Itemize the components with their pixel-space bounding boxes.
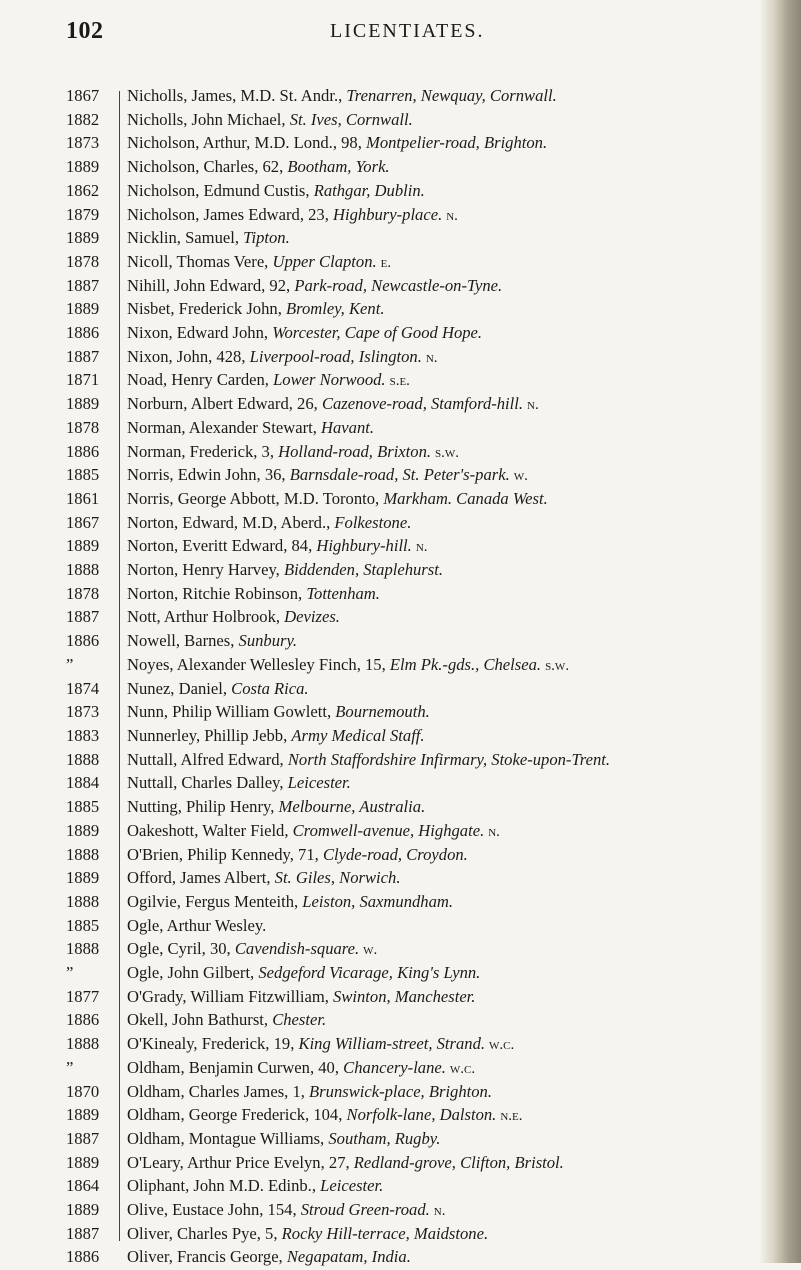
list-item: [0, 796, 780, 820]
entry-address: Barnsdale-road, St. Peter's-park.: [289, 465, 510, 485]
list-item: [0, 630, 780, 654]
list-item: [0, 678, 780, 702]
entry-text: [127, 1128, 780, 1152]
entry-address: Stroud Green-road.: [300, 1200, 430, 1220]
entry-text: [127, 796, 780, 820]
list-item: [0, 772, 780, 796]
entry-address: Costa Rica.: [231, 678, 309, 698]
entry-year: 1887: [66, 275, 100, 295]
entry-address: Brunswick-place, Brighton.: [309, 1081, 493, 1101]
list-item: [0, 701, 780, 725]
entry-address: Highbury-place.: [333, 204, 443, 224]
list-item: [0, 488, 780, 512]
entry-text: [127, 322, 780, 346]
entry-name: Oldham, Benjamin Curwen, 40,: [127, 1057, 344, 1077]
entry-name: Norris, Edwin John, 36,: [127, 465, 290, 485]
entry-address: Cavendish-square.: [234, 939, 360, 959]
list-item: [0, 535, 780, 559]
entry-text: [127, 512, 780, 536]
entry-name: Nisbet, Frederick John,: [127, 299, 286, 319]
list-item: [0, 322, 780, 346]
entry-text: [127, 441, 780, 465]
entry-year: 1885: [66, 915, 100, 935]
entry-name: Norman, Alexander Stewart,: [127, 417, 321, 437]
entry-address: Tottenham.: [306, 583, 380, 603]
entry-address: King William-street, Strand.: [298, 1034, 486, 1054]
entry-year: 1886: [66, 1010, 100, 1030]
list-item: [0, 1009, 780, 1033]
list-item: [0, 820, 780, 844]
entry-address: Norfolk-lane, Dalston.: [346, 1105, 497, 1125]
entry-text: [127, 251, 780, 275]
entry-address: Elm Pk.-gds., Chelsea.: [389, 654, 542, 674]
entry-name: Offord, James Albert,: [127, 868, 275, 888]
entry-text: [127, 1223, 780, 1247]
entry-name: Norton, Edward, M.D, Aberd.,: [127, 512, 335, 532]
entry-year: 1888: [66, 844, 100, 864]
entry-year: 1862: [66, 180, 100, 200]
entry-year: 1873: [66, 133, 100, 153]
entry-year: 1873: [66, 702, 100, 722]
entry-name: Nixon, John, 428,: [127, 346, 250, 366]
entry-name: Nicholls, John Michael,: [127, 109, 290, 129]
list-item: [0, 891, 780, 915]
entry-year: 1885: [66, 797, 100, 817]
entry-name: Norton, Everitt Edward, 84,: [127, 536, 317, 556]
entry-text: [127, 820, 780, 844]
entry-text: [127, 346, 780, 370]
list-item: [0, 1104, 780, 1128]
entry-text: [127, 630, 780, 654]
list-item: [0, 1057, 780, 1081]
entry-text: [127, 369, 780, 393]
entry-year: 1887: [66, 1128, 100, 1148]
entry-text: [127, 1175, 780, 1199]
entry-address: Chancery-lane.: [343, 1057, 446, 1077]
entry-year: ”: [66, 654, 74, 674]
entry-text: [127, 1152, 780, 1176]
entry-year: 1889: [66, 1105, 100, 1125]
entry-address: Rathgar, Dublin.: [313, 180, 425, 200]
entry-address: Highbury-hill.: [316, 536, 412, 556]
entry-text: [127, 156, 780, 180]
entry-address: Sedgeford Vicarage, King's Lynn.: [258, 963, 481, 983]
entry-address: Lower Norwood.: [273, 370, 386, 390]
entry-district: w.: [363, 942, 378, 959]
entry-name: Norburn, Albert Edward, 26,: [127, 394, 322, 414]
list-item: [0, 986, 780, 1010]
entry-name: Nott, Arthur Holbrook,: [127, 607, 285, 627]
entry-text: [127, 844, 780, 868]
entry-address: Liverpool-road, Islington.: [249, 346, 422, 366]
entry-text: [127, 891, 780, 915]
list-item: [0, 867, 780, 891]
entry-year: 1886: [66, 441, 100, 461]
entry-name: Noad, Henry Carden,: [127, 370, 274, 390]
entry-year: 1886: [66, 323, 100, 343]
entry-text: [127, 535, 780, 559]
entry-text: [127, 132, 780, 156]
list-item: [0, 132, 780, 156]
entry-address: Bournemouth.: [335, 702, 430, 722]
entry-name: O'Grady, William Fitzwilliam,: [127, 986, 334, 1006]
list-item: [0, 251, 780, 275]
entry-name: Nowell, Barnes,: [127, 631, 239, 651]
list-item: [0, 369, 780, 393]
entry-year: 1888: [66, 891, 100, 911]
entry-address: Leicester.: [320, 1176, 384, 1196]
entry-text: [127, 962, 780, 986]
entry-year: 1889: [66, 820, 100, 840]
list-item: [0, 654, 780, 678]
list-item: [0, 1199, 780, 1223]
entry-year: 1888: [66, 749, 100, 769]
entry-name: Norris, George Abbott, M.D. Toronto,: [127, 488, 384, 508]
list-item: [0, 227, 780, 251]
entry-text: [127, 275, 780, 299]
entry-text: [127, 1081, 780, 1105]
list-item: [0, 1033, 780, 1057]
list-item: [0, 1081, 780, 1105]
list-item: [0, 915, 780, 939]
entry-name: Nicholson, Charles, 62,: [127, 157, 288, 177]
entry-name: Oliver, Charles Pye, 5,: [127, 1223, 282, 1243]
entry-year: 1887: [66, 1223, 100, 1243]
entry-address: St. Ives, Cornwall.: [289, 109, 413, 129]
entry-text: [127, 701, 780, 725]
entry-text: [127, 986, 780, 1010]
entry-name: Nicholls, James, M.D. St. Andr.,: [127, 86, 347, 105]
entry-district: n.: [425, 349, 438, 366]
entry-text: [127, 559, 780, 583]
entry-year: ”: [66, 963, 74, 983]
entry-name: O'Kinealy, Frederick, 19,: [127, 1034, 299, 1054]
entry-text: [127, 204, 780, 228]
entry-year: 1889: [66, 536, 100, 556]
list-item: [0, 962, 780, 986]
entry-address: Chester.: [272, 1010, 327, 1030]
entry-district: n.: [433, 1203, 446, 1220]
entry-text: [127, 1199, 780, 1223]
list-item: [0, 512, 780, 536]
entry-year: ”: [66, 1057, 74, 1077]
entry-text: [127, 583, 780, 607]
entry-text: [127, 1009, 780, 1033]
entry-district: n.: [488, 823, 500, 840]
list-item: [0, 725, 780, 749]
entry-address: Army Medical Staff.: [291, 725, 425, 745]
entry-year: 1867: [66, 512, 100, 532]
entry-year: 1882: [66, 109, 100, 129]
entry-text: [127, 606, 780, 630]
entry-year: 1886: [66, 631, 100, 651]
entry-name: Nunn, Philip William Gowlett,: [127, 702, 336, 722]
entry-year: 1888: [66, 560, 100, 580]
entry-address: Rocky Hill-terrace, Maidstone.: [281, 1223, 489, 1243]
entry-year: 1864: [66, 1176, 100, 1196]
entry-name: Norman, Frederick, 3,: [127, 441, 279, 461]
entry-name: Ogle, John Gilbert,: [127, 963, 259, 983]
entry-year: 1878: [66, 583, 100, 603]
list-item: [0, 204, 780, 228]
entry-year: 1887: [66, 346, 100, 366]
entry-text: [127, 227, 780, 251]
entry-year: 1883: [66, 725, 100, 745]
entry-year: 1885: [66, 465, 100, 485]
entry-address: Swinton, Manchester.: [333, 986, 476, 1006]
entry-address: Bromley, Kent.: [286, 299, 385, 319]
entry-year: 1889: [66, 1200, 100, 1220]
entry-year: 1861: [66, 488, 100, 508]
entry-year: 1877: [66, 986, 100, 1006]
entry-name: Oldham, Montague Williams,: [127, 1128, 329, 1148]
entry-address: Redland-grove, Clifton, Bristol.: [353, 1152, 564, 1172]
list-item: [0, 180, 780, 204]
entry-year: 1889: [66, 394, 100, 414]
entry-address: Leiston, Saxmundham.: [302, 891, 454, 911]
entry-name: Oldham, George Frederick, 104,: [127, 1105, 347, 1125]
entry-address: Melbourne, Australia.: [278, 797, 426, 817]
entry-text: [127, 678, 780, 702]
entry-text: [127, 298, 780, 322]
entry-year: 1871: [66, 370, 100, 390]
entry-address: Bootham, York.: [287, 157, 390, 177]
entry-district: s.e.: [389, 373, 410, 390]
entry-address: Clyde-road, Croydon.: [322, 844, 468, 864]
entry-address: Montpelier-road, Brighton.: [366, 133, 548, 153]
list-item: [0, 1223, 780, 1247]
entry-address: Park-road, Newcastle-on-Tyne.: [294, 275, 503, 295]
entry-district: w.: [513, 468, 528, 485]
entry-name: Norton, Ritchie Robinson,: [127, 583, 307, 603]
entry-address: Folkestone.: [334, 512, 412, 532]
entry-address: Devizes.: [284, 607, 340, 627]
entry-year: 1878: [66, 417, 100, 437]
list-item: [0, 464, 780, 488]
entry-name: O'Leary, Arthur Price Evelyn, 27,: [127, 1152, 354, 1172]
entry-text: [127, 772, 780, 796]
entry-name: Ogle, Arthur Wesley.: [127, 915, 267, 935]
list-item: [0, 109, 780, 133]
list-item: [0, 749, 780, 773]
entry-text: [127, 654, 780, 678]
entry-name: Nicholson, Arthur, M.D. Lond., 98,: [127, 133, 367, 153]
entry-district: n.: [527, 397, 539, 414]
entry-year: 1887: [66, 607, 100, 627]
list-item: [0, 1152, 780, 1176]
entry-year: 1889: [66, 868, 100, 888]
entry-district: w.c.: [489, 1037, 515, 1054]
entry-year: 1886: [66, 1247, 100, 1267]
list-item: [0, 938, 780, 962]
entry-year: 1878: [66, 251, 100, 271]
entry-text: [127, 488, 780, 512]
entry-name: Nicklin, Samuel,: [127, 228, 244, 248]
page-number: 102: [66, 18, 104, 44]
entry-year: 1879: [66, 204, 100, 224]
entry-district: e.: [380, 254, 392, 271]
entry-year: 1884: [66, 773, 100, 793]
entry-address: Tipton.: [243, 228, 290, 248]
entry-name: Nicoll, Thomas Vere,: [127, 251, 273, 271]
entry-name: Olive, Eustace John, 154,: [127, 1200, 301, 1220]
entry-district: s.w.: [435, 444, 460, 461]
list-item: [0, 156, 780, 180]
entry-text: [127, 1104, 780, 1128]
entry-name: Nicholson, James Edward, 23,: [127, 204, 334, 224]
entry-year: 1874: [66, 678, 100, 698]
entry-year: 1889: [66, 1152, 100, 1172]
entry-address: Worcester, Cape of Good Hope.: [272, 323, 483, 343]
running-head: LICENTIATES.: [330, 20, 485, 42]
list-item: [0, 583, 780, 607]
entry-name: Ogilvie, Fergus Menteith,: [127, 891, 303, 911]
entry-year: 1888: [66, 1034, 100, 1054]
entry-name: O'Brien, Philip Kennedy, 71,: [127, 844, 323, 864]
entry-year: 1889: [66, 299, 100, 319]
entry-address: St. Giles, Norwich.: [274, 868, 401, 888]
entry-district: w.c.: [449, 1060, 476, 1077]
entry-text: [127, 1246, 780, 1270]
entry-name: Oliver, Francis George,: [127, 1247, 287, 1267]
list-item: [0, 844, 780, 868]
entry-year: 1889: [66, 157, 100, 177]
entry-text: [127, 867, 780, 891]
entry-name: Ogle, Cyril, 30,: [127, 939, 235, 959]
entry-address: Markham. Canada West.: [383, 488, 548, 508]
list-item: [0, 298, 780, 322]
entry-name: Oldham, Charles James, 1,: [127, 1081, 310, 1101]
entry-address: Southam, Rugby.: [328, 1128, 441, 1148]
list-item: [0, 1175, 780, 1199]
entry-address: Cromwell-avenue, Highgate.: [292, 820, 485, 840]
entry-name: Nunez, Daniel,: [127, 678, 232, 698]
licentiates-list: [0, 85, 780, 1270]
entry-year: 1867: [66, 86, 100, 105]
entry-address: Trenarren, Newquay, Cornwall.: [346, 86, 557, 105]
entry-text: [127, 417, 780, 441]
list-item: [0, 606, 780, 630]
list-item: [0, 346, 780, 370]
entry-year: 1888: [66, 939, 100, 959]
entry-address: Biddenden, Staplehurst.: [283, 560, 443, 580]
list-item: [0, 417, 780, 441]
entry-address: Leicester.: [287, 773, 351, 793]
entry-district: s.w.: [545, 657, 570, 674]
entry-text: [127, 464, 780, 488]
entry-district: n.: [446, 207, 458, 224]
list-item: [0, 441, 780, 465]
entry-text: [127, 393, 780, 417]
entry-district: n.e.: [500, 1108, 523, 1125]
entry-name: Nuttall, Charles Dalley,: [127, 773, 288, 793]
entry-address: Cazenove-road, Stamford-hill.: [321, 394, 524, 414]
entry-name: Nutting, Philip Henry,: [127, 797, 279, 817]
entry-name: Nihill, John Edward, 92,: [127, 275, 295, 295]
entry-name: Norton, Henry Harvey,: [127, 560, 284, 580]
entry-year: 1889: [66, 228, 100, 248]
entry-text: [127, 85, 780, 109]
entry-name: Noyes, Alexander Wellesley Finch, 15,: [127, 654, 390, 674]
entry-text: [127, 749, 780, 773]
list-item: [0, 559, 780, 583]
entry-text: [127, 180, 780, 204]
entry-name: Oakeshott, Walter Field,: [127, 820, 293, 840]
entry-address: Negapatam, India.: [286, 1247, 411, 1267]
entry-name: Nuttall, Alfred Edward,: [127, 749, 288, 769]
entry-name: Oliphant, John M.D. Edinb.,: [127, 1176, 321, 1196]
entry-text: [127, 109, 780, 133]
entry-address: Upper Clapton.: [272, 251, 377, 271]
list-item: [0, 1128, 780, 1152]
entry-year: 1870: [66, 1081, 100, 1101]
entry-name: Nunnerley, Phillip Jebb,: [127, 725, 292, 745]
entry-address: Havant.: [321, 417, 374, 437]
entry-name: Nixon, Edward John,: [127, 323, 273, 343]
list-item: [0, 275, 780, 299]
entry-address: Holland-road, Brixton.: [278, 441, 432, 461]
list-item: [0, 85, 780, 109]
list-item: [0, 1246, 780, 1270]
entry-address: Sunbury.: [238, 631, 298, 651]
entry-text: [127, 915, 780, 939]
list-item: [0, 393, 780, 417]
entry-address: North Staffordshire Infirmary, Stoke-upon-Trent.: [287, 749, 611, 769]
entry-district: n.: [415, 539, 428, 556]
entry-text: [127, 938, 780, 962]
entry-name: Nicholson, Edmund Custis,: [127, 180, 314, 200]
entry-text: [127, 1057, 780, 1081]
entry-text: [127, 1033, 780, 1057]
entry-name: Okell, John Bathurst,: [127, 1010, 273, 1030]
entry-text: [127, 725, 780, 749]
